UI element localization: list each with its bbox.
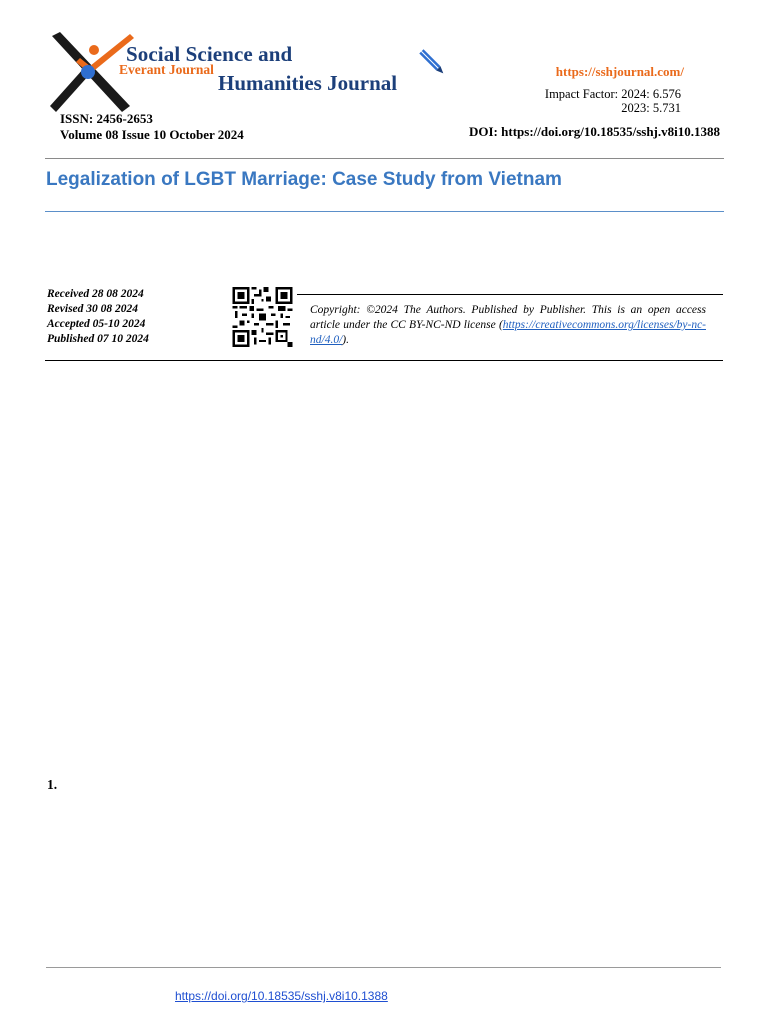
footer-divider: [46, 967, 721, 968]
copyright-open-paren: (: [498, 319, 503, 331]
received-date: Received 28 08 2024: [47, 288, 144, 300]
copyright-text: Copyright: ©2024 The Authors. Published by Publisher. This is an open access article under the CC BY-NC-ND license: [310, 304, 706, 331]
revised-date: Revised 30 08 2024: [47, 303, 139, 315]
journal-title-line2: Humanities Journal: [218, 71, 398, 95]
volume-issue: Volume 08 Issue 10 October 2024: [60, 127, 244, 142]
pen-icon: [414, 44, 450, 80]
qr-code-icon[interactable]: [232, 287, 293, 347]
impact-factor-2023: 2023: 5.731: [621, 101, 681, 115]
copyright-close: ).: [342, 334, 349, 346]
title-divider: [45, 211, 724, 212]
published-date: Published 07 10 2024: [47, 333, 149, 345]
copyright-notice: [310, 303, 706, 348]
impact-factor-2024: Impact Factor: 2024: 6.576: [544, 87, 681, 101]
journal-site-link[interactable]: https://sshjournal.com/: [555, 64, 684, 79]
copyright-bottom-divider: [45, 360, 723, 361]
article-title: Legalization of LGBT Marriage: Case Study from Vietnam: [46, 169, 562, 190]
header-divider: [45, 158, 724, 159]
cc-license-link[interactable]: https://creativecommons.org/licenses/by-nc-nd/4.0/: [310, 319, 706, 346]
accepted-date: Accepted 05-10 2024: [47, 318, 146, 330]
issn: ISSN: 2456-2653: [60, 111, 153, 126]
footer-doi-link[interactable]: https://doi.org/10.18535/sshj.v8i10.1388: [175, 989, 388, 1003]
journal-title-line1: Social Science and: [126, 42, 293, 66]
section-number: 1.: [47, 777, 58, 792]
journal-subtitle: Everant Journal: [119, 62, 214, 77]
header-doi[interactable]: DOI: https://doi.org/10.18535/sshj.v8i10.1388: [469, 124, 720, 139]
copyright-top-divider: [297, 294, 723, 295]
